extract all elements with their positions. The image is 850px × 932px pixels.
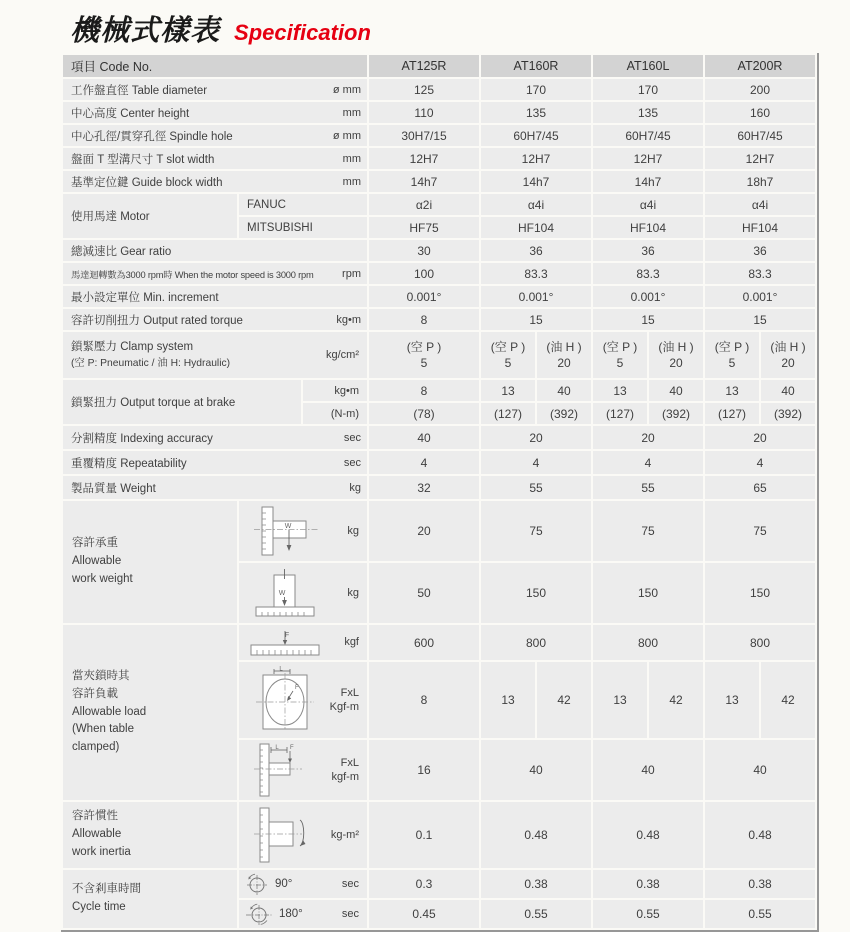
svg-text:W: W [278,590,286,597]
value-cell: (392) [649,403,703,424]
side-load-moment-icon [245,742,325,798]
row-unit: ø mm [332,129,361,142]
label-cell [63,451,367,474]
workpiece-on-horizontal-table-icon [245,567,325,619]
value-cell: 40 [705,740,815,800]
row-label: 總減速比 Gear ratio [71,245,172,258]
value-cell: (127) [705,403,759,424]
value-cell: 13 [481,662,535,738]
header-model-at125r: AT125R [369,55,479,77]
value-cell: 40 [481,740,591,800]
value-cell: (空 P ) 5 [369,332,479,378]
value-cell: 55 [593,476,703,499]
value-cell: 0.001° [593,286,703,307]
title-english: Specification [234,20,371,45]
row-label: 容許切削扭力 Output rated torque [71,314,243,327]
value-cell: 42 [649,662,703,738]
svg-text:L: L [279,666,283,673]
brake-unit-kgm: kg•m [303,380,367,401]
row-label: 分割精度 Indexing accuracy [71,432,213,445]
label-cell-motor [63,194,237,238]
row-table-diameter [63,79,815,100]
row-motor-fanuc [63,194,815,215]
header-model-at160l: AT160L [593,55,703,77]
value-cell: 4 [705,451,815,474]
value-cell: 36 [593,240,703,261]
value-cell: 75 [705,501,815,561]
value-cell: 0.001° [705,286,815,307]
row-unit: sec [341,907,359,920]
value-cell: (油 H ) 20 [649,332,703,378]
value-cell: 16 [369,740,479,800]
clamp-label-line2: (空 P: Pneumatic / 油 H: Hydraulic) [71,357,231,369]
icon-cell [239,563,367,623]
row-label: 工作盤直徑 Table diameter [71,84,208,97]
value-cell: 12H7 [481,148,591,169]
row-guide-block-width [63,171,815,192]
row-center-height [63,102,815,123]
row-indexing-accuracy [63,426,815,449]
value-cell: 50 [369,563,479,623]
value-cell: 8 [369,662,479,738]
value-cell: 800 [705,625,815,660]
row-label: 鎖緊扭力 Output torque at brake [71,397,236,409]
row-unit: kg [347,524,359,537]
value-cell: 200 [705,79,815,100]
header-model-at160r: AT160R [481,55,591,77]
value-cell: 12H7 [593,148,703,169]
motor-brand-fanuc: FANUC [239,194,367,215]
row-unit: kg-m² [330,828,359,841]
row-unit: sec [343,431,361,444]
value-cell: 13 [593,380,647,401]
row-weight [63,476,815,499]
value-cell: 125 [369,79,479,100]
svg-text:W: W [284,523,292,530]
value-cell: (油 H ) 20 [761,332,815,378]
value-cell: 170 [481,79,591,100]
svg-text:L: L [275,745,279,751]
value-cell: 800 [481,625,591,660]
label-cell [63,171,367,192]
row-repeatability [63,451,815,474]
value-cell: 0.48 [593,802,703,868]
row-label: 中心孔徑/貫穿孔徑 Spindle hole [71,130,233,143]
axial-force-on-table-icon [245,629,325,657]
row-label: 中心高度 Center height [71,107,190,120]
value-cell: 0.001° [481,286,591,307]
row-label: 盤面 T 型溝尺寸 T slot width [71,153,215,166]
value-cell: 13 [481,380,535,401]
value-cell: 65 [705,476,815,499]
row-unit: ø mm [332,83,361,96]
row-allowable-load-f [63,625,815,660]
row-t-slot-width [63,148,815,169]
value-cell: 15 [593,309,703,330]
value-cell: 20 [481,426,591,449]
label-cell [63,263,367,284]
value-cell: 40 [761,380,815,401]
value-cell: 0.45 [369,900,479,928]
rotation-90-crosshair-icon [245,873,269,895]
svg-text:F: F [295,685,299,691]
value-cell: 160 [705,102,815,123]
motor-brand-mitsubishi: MITSUBISHI [239,217,367,238]
label-cell [63,426,367,449]
value-cell: 0.55 [481,900,591,928]
row-min-increment [63,286,815,307]
value-cell: 60H7/45 [705,125,815,146]
row-unit: kgf [344,636,359,649]
row-unit: kg•m [336,313,361,326]
value-cell: HF104 [481,217,591,238]
value-cell: 36 [481,240,591,261]
row-label: 使用馬達 Motor [71,211,150,223]
value-cell: (78) [369,403,479,424]
row-unit: mm [342,106,361,119]
value-cell: 14h7 [369,171,479,192]
icon-cell [239,900,367,928]
label-cell [63,125,367,146]
value-cell: 8 [369,380,479,401]
value-cell: 4 [481,451,591,474]
value-cell: 15 [705,309,815,330]
header-model-at200r: AT200R [705,55,815,77]
row-clamp-system [63,332,815,378]
row-label: 馬達迴轉數為3000 rpm時 When the motor speed is 3000 rpm [71,269,314,280]
value-cell: 55 [481,476,591,499]
row-unit: kg [349,481,361,494]
value-cell: 40 [537,380,591,401]
specification-table [61,53,819,932]
row-unit: rpm [342,267,361,280]
row-unit: kg/cm² [326,349,359,361]
row-motor-speed [63,263,815,284]
row-label: 製品質量 Weight [71,482,156,495]
row-brake-torque-kgm [63,380,815,401]
value-cell: 30 [369,240,479,261]
value-cell: (127) [593,403,647,424]
label-cell-clamp [63,332,367,378]
value-cell: 60H7/45 [481,125,591,146]
value-cell: (空 P ) 5 [705,332,759,378]
value-cell: HF104 [593,217,703,238]
label-cell [63,286,367,307]
icon-cell [239,802,367,868]
value-cell: 150 [705,563,815,623]
value-cell: 40 [649,380,703,401]
value-cell: 110 [369,102,479,123]
value-cell: 0.3 [369,870,479,898]
value-cell: 0.001° [369,286,479,307]
value-cell: 800 [593,625,703,660]
row-spindle-hole [63,125,815,146]
value-cell: (392) [537,403,591,424]
row-work-weight-1 [63,501,815,561]
row-label: 基準定位鍵 Guide block width [71,176,223,189]
row-unit: mm [342,152,361,165]
value-cell: 14h7 [593,171,703,192]
row-unit: mm [342,175,361,188]
value-cell: 0.1 [369,802,479,868]
value-cell: 40 [593,740,703,800]
value-cell: 18h7 [705,171,815,192]
value-cell: 83.3 [481,263,591,284]
cycle-angle: 180° [279,908,303,920]
label-cell [63,240,367,261]
value-cell: 13 [705,380,759,401]
value-cell: 13 [593,662,647,738]
cycle-angle: 90° [275,878,293,890]
icon-cell [239,501,367,561]
value-cell: α4i [705,194,815,215]
row-inertia [63,802,815,868]
row-unit: kg [347,586,359,599]
value-cell: 20 [593,426,703,449]
value-cell: α4i [481,194,591,215]
row-cycle-90 [63,870,815,898]
value-cell: HF75 [369,217,479,238]
row-gear-ratio [63,240,815,261]
row-unit: FxL Kgf-m [329,686,359,713]
workpiece-on-vertical-table-icon [245,505,325,557]
value-cell: 42 [537,662,591,738]
title-chinese: 機械式樣表 [70,15,221,47]
rotating-inertia-icon [245,806,325,864]
section-label-inertia: 容許慣性 Allowable work inertia [63,802,237,868]
row-rated-torque [63,309,815,330]
value-cell: 20 [369,501,479,561]
value-cell: (392) [761,403,815,424]
value-cell: 0.38 [705,870,815,898]
label-cell [63,102,367,123]
value-cell: 83.3 [593,263,703,284]
rotation-180-crosshair-icon [245,903,273,925]
value-cell: 75 [593,501,703,561]
value-cell: 15 [481,309,591,330]
icon-cell [239,740,367,800]
value-cell: 75 [481,501,591,561]
page-title [0,0,850,53]
section-label-work-weight: 容許承重 Allowable work weight [63,501,237,623]
value-cell: (油 H ) 20 [537,332,591,378]
svg-text:F: F [284,631,290,639]
icon-cell [239,662,367,738]
value-cell: 20 [705,426,815,449]
value-cell: 0.38 [593,870,703,898]
label-cell [63,148,367,169]
value-cell: 36 [705,240,815,261]
value-cell: 60H7/45 [593,125,703,146]
icon-cell [239,870,367,898]
row-unit: sec [343,456,361,469]
value-cell: α4i [593,194,703,215]
header-item-label: 項目 Code No. [63,55,367,77]
value-cell: 83.3 [705,263,815,284]
value-cell: 170 [593,79,703,100]
value-cell: 12H7 [369,148,479,169]
brake-unit-nm: (N-m) [303,403,367,424]
row-unit: FxL kgf-m [331,756,359,783]
value-cell: α2i [369,194,479,215]
value-cell: 4 [593,451,703,474]
section-label-cycle-time: 不含剎車時間 Cycle time [63,870,237,928]
value-cell: 42 [761,662,815,738]
value-cell: 100 [369,263,479,284]
value-cell: 13 [705,662,759,738]
row-unit: sec [341,877,359,890]
value-cell: HF104 [705,217,815,238]
value-cell: 12H7 [705,148,815,169]
section-label-allowable-load: 當夾鎖時其 容許負載 Allowable load (When table clamped) [63,625,237,800]
value-cell: 30H7/15 [369,125,479,146]
value-cell: 8 [369,309,479,330]
clamp-label-line1: 鎖緊壓力 Clamp system [71,340,194,353]
value-cell: 0.48 [705,802,815,868]
value-cell: 0.55 [593,900,703,928]
value-cell: 0.55 [705,900,815,928]
value-cell: 0.38 [481,870,591,898]
label-cell-brake [63,380,301,424]
value-cell: 135 [593,102,703,123]
value-cell: (空 P ) 5 [481,332,535,378]
value-cell: 0.48 [481,802,591,868]
svg-text:F: F [290,745,294,751]
label-cell [63,309,367,330]
label-cell [63,476,367,499]
icon-cell [239,625,367,660]
label-cell [63,79,367,100]
value-cell: 150 [481,563,591,623]
value-cell: 40 [369,426,479,449]
value-cell: 32 [369,476,479,499]
value-cell: (空 P ) 5 [593,332,647,378]
value-cell: 150 [593,563,703,623]
table-face-moment-icon [245,667,325,733]
value-cell: 135 [481,102,591,123]
row-label: 最小設定單位 Min. increment [71,291,219,304]
row-label: 重覆精度 Repeatability [71,457,187,470]
value-cell: 14h7 [481,171,591,192]
header-row [63,55,815,77]
value-cell: 4 [369,451,479,474]
value-cell: (127) [481,403,535,424]
value-cell: 600 [369,625,479,660]
